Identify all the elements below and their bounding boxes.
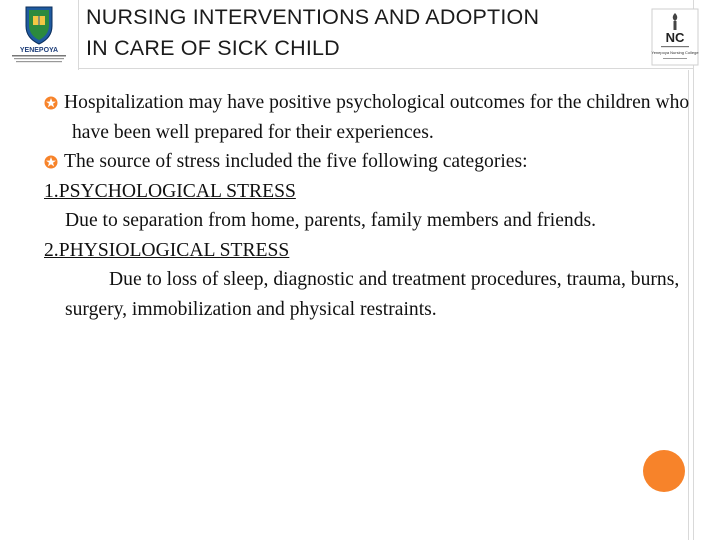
university-crest-icon [4, 4, 74, 66]
bullet-item-1 [40, 88, 700, 147]
slide-title-line-2: IN CARE OF SICK CHILD [86, 36, 340, 60]
section-heading-1: 1.PSYCHOLOGICAL STRESS [44, 180, 296, 202]
section-body-1: Due to separation from home, parents, family members and friends. [65, 210, 597, 231]
slide-title [86, 2, 658, 64]
frame-top-line [78, 68, 694, 69]
slide-title-line-1: NURSING INTERVENTIONS AND ADOPTION [86, 5, 540, 29]
slide-body [40, 88, 700, 324]
decorative-circle [643, 450, 685, 492]
nursing-college-logo [651, 8, 699, 66]
svg-text:NC: NC [665, 30, 685, 45]
university-logo [4, 4, 74, 66]
star-bullet-icon [44, 96, 58, 110]
bullet-item-2 [40, 147, 700, 177]
section-heading-2: 2.PHYSIOLOGICAL STRESS [44, 239, 290, 261]
nursing-college-crest-icon [651, 8, 699, 66]
bullet-item-2-text: The source of stress included the five following categories: [64, 151, 528, 172]
star-bullet-icon [44, 155, 58, 169]
svg-text:Yenepoya Nursing College: Yenepoya Nursing College [651, 50, 699, 55]
bullet-item-1-text: Hospitalization may have positive psychological outcomes for the children who have been well prepared for their experiences. [64, 92, 690, 143]
svg-text:YENEPOYA: YENEPOYA [19, 47, 59, 54]
frame-left-line [78, 0, 79, 70]
section-body-2: Due to loss of sleep, diagnostic and treatment procedures, trauma, burns, surgery, immobilization and physical restraints. [65, 269, 680, 320]
